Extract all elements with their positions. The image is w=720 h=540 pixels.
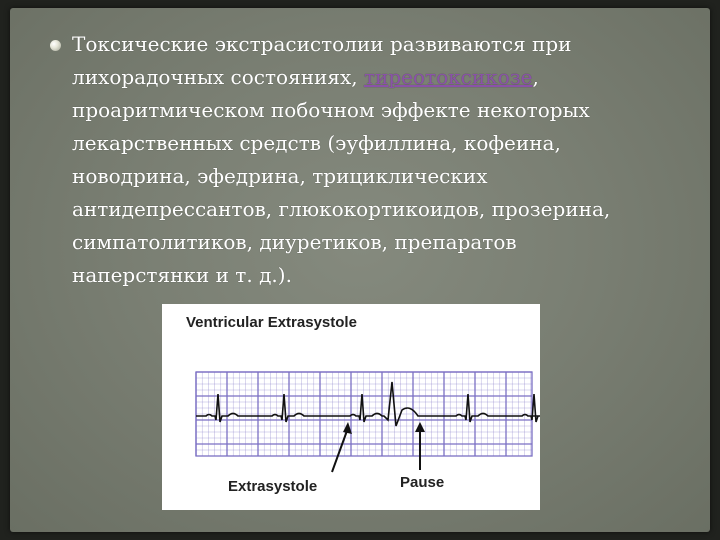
extrasystole-label: Extrasystole bbox=[228, 478, 318, 495]
text-line-2: лихорадочных состояниях, тиреотоксикозе, bbox=[72, 65, 539, 89]
bullet-text bbox=[72, 28, 692, 292]
text-line-1: Токсические экстрасистолии развиваются при bbox=[72, 32, 572, 56]
text-line-8: наперстянки и т. д.). bbox=[72, 263, 292, 287]
text-line-7: симпатолитиков, диуретиков, препаратов bbox=[72, 230, 517, 254]
bullet-icon bbox=[50, 40, 61, 51]
ecg-figure bbox=[162, 304, 540, 510]
slide bbox=[10, 8, 710, 532]
thyrotoxicosis-link[interactable]: тиреотоксикозе bbox=[363, 65, 533, 89]
text-line-5: новодрина, эфедрина, трициклических bbox=[72, 164, 488, 188]
ecg-title: Ventricular Extrasystole bbox=[186, 314, 357, 331]
ecg-strip bbox=[162, 304, 540, 510]
text-line-4: лекарственных средств (эуфиллина, кофеина, bbox=[72, 131, 561, 155]
pause-label: Pause bbox=[400, 474, 445, 491]
text-line-3: проаритмическом побочном эффекте некоторых bbox=[72, 98, 590, 122]
text-line-6: антидепрессантов, глюкокортикоидов, прозерина, bbox=[72, 197, 611, 221]
pause-arrowhead bbox=[415, 422, 425, 432]
